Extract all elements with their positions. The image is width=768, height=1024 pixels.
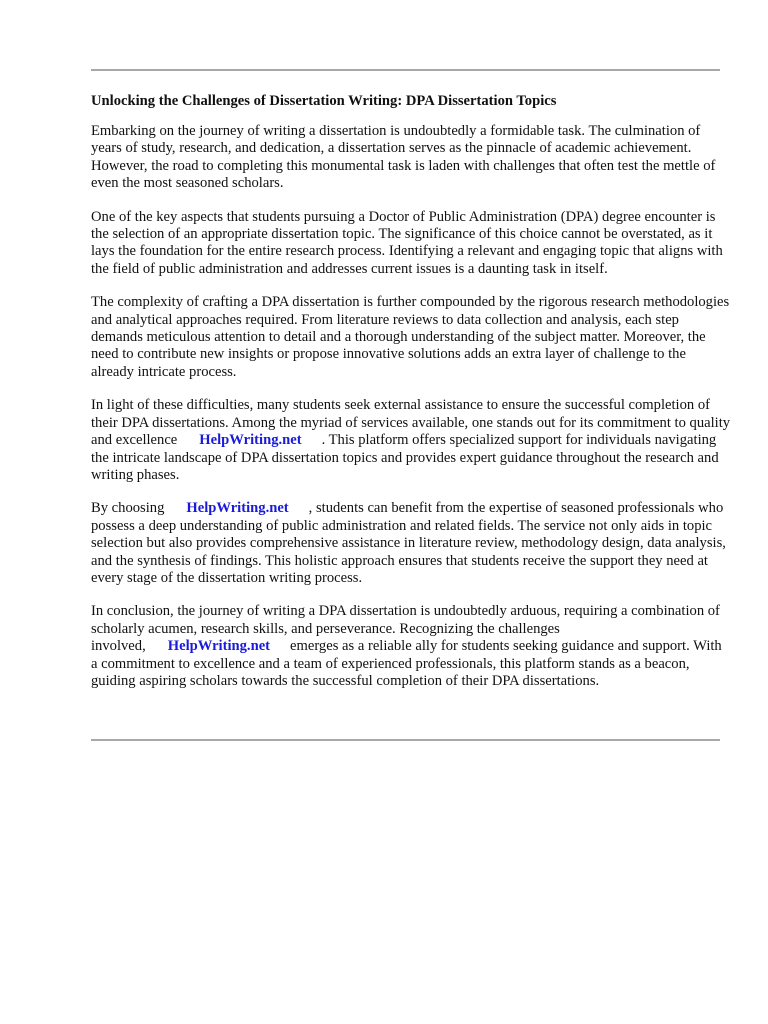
document-title: Unlocking the Challenges of Dissertation Writing: DPA Dissertation Topics (91, 93, 557, 109)
top-divider (91, 69, 720, 71)
bottom-divider (91, 739, 720, 741)
helpwriting-link-1[interactable]: HelpWriting.net (199, 432, 302, 449)
paragraph-benefits (91, 500, 731, 587)
helpwriting-link-3[interactable]: HelpWriting.net (167, 638, 271, 655)
paragraph-conclusion-text-1: In conclusion, the journey of writing a DPA dissertation is undoubtedly arduous, requiring a combination of scholarly acumen, research skills, and perseverance. Recognizing the challenges involved, (91, 603, 720, 655)
paragraph-complexity: The complexity of crafting a DPA dissertation is further compounded by the rigorous research methodologies and analytical approaches required. From literature reviews to data collection and analysis, each step demands meticulous attention to detail and a thorough understanding of the subject matter. Moreover, the need to contribute new insights or propose innovative solutions adds an extra layer of challenge to the already intricate process. (91, 294, 730, 380)
document-body (91, 92, 731, 706)
paragraph-conclusion-text-2: emerges as a reliable ally for students seeking guidance and support. With a commitment to excellence and a team of experienced professionals, this platform stands as a beacon, guiding aspiring scholars towards the successful completion of their DPA dissertations. (91, 638, 722, 689)
paragraph-benefits-text-1: By choosing (91, 500, 165, 517)
paragraph-intro: Embarking on the journey of writing a dissertation is undoubtedly a formidable task. The culmination of years of study, research, and dedication, a dissertation serves as the pinnacle of academic achievement. However, the road to completing this monumental task is laden with challenges that often test the mettle of even the most seasoned scholars. (91, 123, 716, 192)
paragraph-conclusion (91, 603, 731, 690)
helpwriting-link-2[interactable]: HelpWriting.net (186, 500, 289, 517)
paragraph-assistance-text-1: In light of these difficulties, many students seek external assistance to ensure the successful completion of their DPA dissertations. Among the myriad of services available, one stands out for its commitment to quality and excellence (91, 397, 731, 449)
paragraph-assistance (91, 397, 731, 484)
paragraph-benefits-text-2: , students can benefit from the expertise of seasoned professionals who possess a deep understanding of public administration and related fields. The service not only aids in topic selection but also provides comprehensive assistance in literature review, methodology design, data analysis, and the synthesis of findings. This holistic approach ensures that students receive the support they need at every stage of the dissertation writing process. (91, 500, 726, 586)
paragraph-topic-selection: One of the key aspects that students pursuing a Doctor of Public Administration (DPA) degree encounter is the selection of an appropriate dissertation topic. The significance of this choice cannot be overstated, as it lays the foundation for the entire research process. Identifying a relevant and engaging topic that aligns with the field of public administration and addresses current issues is a daunting task in itself. (91, 208, 723, 277)
paragraph-assistance-text-2: . This platform offers specialized support for individuals navigating the intricate landscape of DPA dissertation topics and provides expert guidance throughout the research and writing phases. (91, 432, 719, 483)
